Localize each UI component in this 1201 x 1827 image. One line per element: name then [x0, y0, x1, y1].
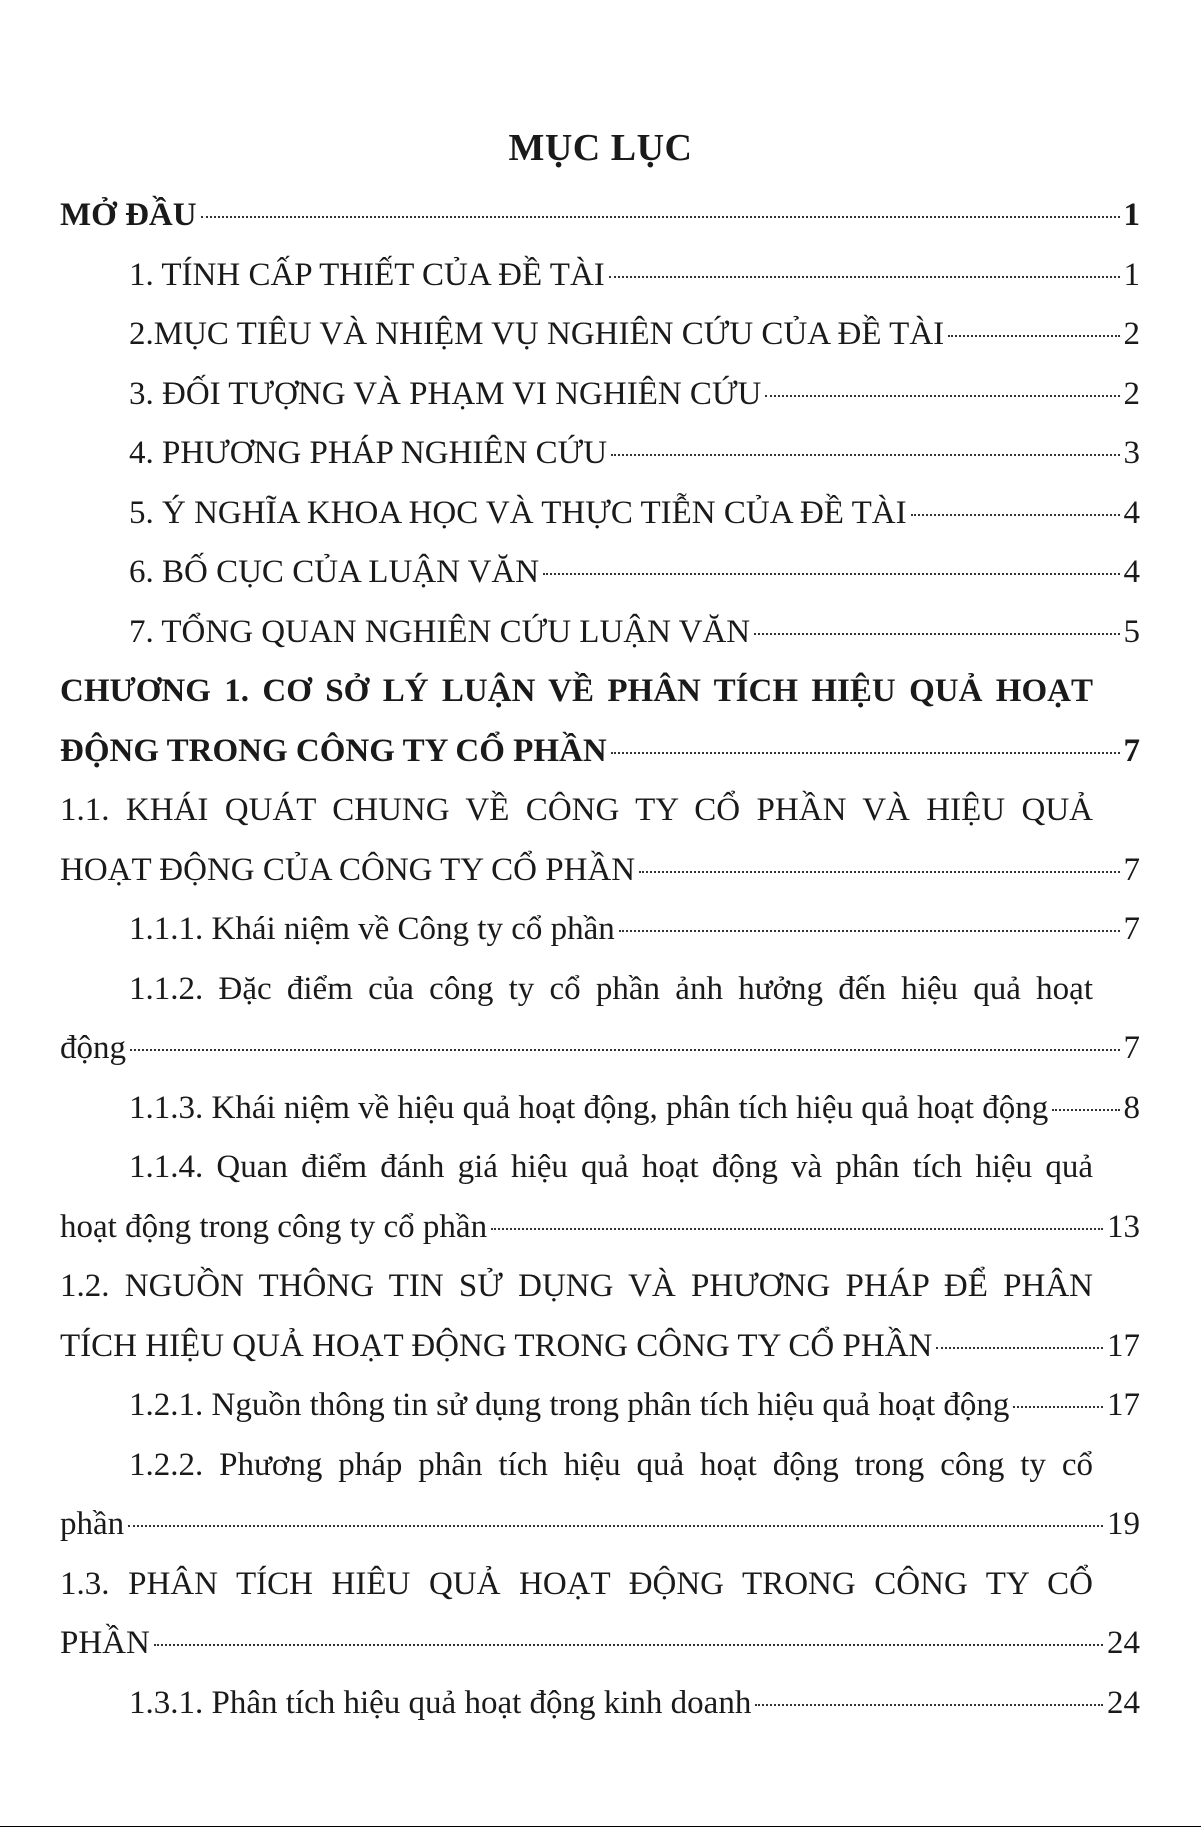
toc-entry-text: HOẠT ĐỘNG CỦA CÔNG TY CỔ PHẦN [60, 851, 636, 888]
toc-entry[interactable] [60, 900, 1140, 960]
toc-entry[interactable] [60, 424, 1140, 484]
toc-entry-page: 1 [1123, 197, 1140, 233]
toc-entry-text: phần [60, 1506, 125, 1542]
toc-entry-text: PHẦN [60, 1625, 150, 1661]
toc-entry[interactable] [60, 1555, 1140, 1674]
toc-entry[interactable] [60, 1436, 1140, 1555]
toc-entry-page: 5 [1123, 613, 1140, 650]
toc-entry[interactable] [60, 662, 1140, 781]
toc-entry-page: 4 [1123, 554, 1140, 590]
toc-entry-text-line1: 1.1.4. Quan điểm đánh giá hiệu quả hoạt động và phân tích hiệu quả [129, 1149, 1093, 1185]
toc-entry[interactable] [60, 305, 1140, 365]
dot-leader [154, 1644, 1103, 1646]
toc-entry-page: 3 [1123, 435, 1140, 471]
toc-entry-text: 1.1.1. Khái niệm về Công ty cổ phần [129, 911, 615, 947]
toc-entry-page: 7 [1123, 1030, 1140, 1066]
toc-entry-text: ĐỘNG TRONG CÔNG TY CỔ PHẦN [60, 732, 607, 769]
toc-entry-page: 24 [1107, 1684, 1140, 1721]
toc-entry-page: 17 [1107, 1387, 1140, 1423]
toc-entry[interactable] [60, 960, 1140, 1079]
dot-leader [543, 573, 1119, 575]
toc-entry[interactable] [60, 603, 1140, 663]
toc-entry-page: 4 [1123, 494, 1140, 531]
toc-entry-text: MỞ ĐẦU [60, 197, 197, 233]
toc-entry[interactable] [60, 365, 1140, 425]
dot-leader [1013, 1406, 1103, 1408]
toc-entry[interactable] [60, 186, 1140, 246]
dot-leader [611, 752, 1120, 754]
dot-leader [611, 454, 1119, 456]
toc-entry-text: 7. TỔNG QUAN NGHIÊN CỨU LUẬN VĂN [129, 613, 751, 650]
toc-entry-text: 1.3.1. Phân tích hiệu quả hoạt động kinh doanh [129, 1684, 752, 1721]
toc-entry-page: 13 [1107, 1208, 1140, 1245]
toc-entry-page: 1 [1123, 256, 1140, 293]
dot-leader [609, 276, 1120, 278]
toc-entry-text: 1.1.3. Khái niệm về hiệu quả hoạt động, phân tích hiệu quả hoạt động [129, 1089, 1049, 1126]
toc-entry[interactable] [60, 543, 1140, 603]
dot-leader [491, 1228, 1103, 1230]
dot-leader [755, 1704, 1103, 1706]
toc-entry[interactable] [60, 1257, 1140, 1376]
toc-entry-page: 8 [1123, 1089, 1140, 1126]
toc-entry-page: 2 [1123, 316, 1140, 352]
toc-entry-text: 2.MỤC TIÊU VÀ NHIỆM VỤ NGHIÊN CỨU CỦA ĐỀ TÀI [129, 316, 945, 352]
toc-entry[interactable] [60, 1674, 1140, 1734]
toc-entry-text: 1.2.1. Nguồn thông tin sử dụng trong phân tích hiệu quả hoạt động [129, 1387, 1010, 1423]
toc-entry-text-line1: 1.1.2. Đặc điểm của công ty cổ phần ảnh hưởng đến hiệu quả hoạt [129, 970, 1093, 1007]
toc-entry[interactable] [60, 246, 1140, 306]
toc-entry-text: 3. ĐỐI TƯỢNG VÀ PHẠM VI NGHIÊN CỨU [129, 375, 762, 412]
toc-entry-page: 7 [1123, 851, 1140, 888]
toc-entry-text: 5. Ý NGHĨA KHOA HỌC VÀ THỰC TIỄN CỦA ĐỀ TÀI [129, 494, 907, 531]
toc-entry[interactable] [60, 484, 1140, 544]
toc-title: MỤC LỤC [508, 127, 693, 169]
dot-leader [948, 335, 1119, 337]
toc-entry[interactable] [60, 1376, 1140, 1436]
dot-leader [1052, 1109, 1119, 1111]
toc-entry-text: 4. PHƯƠNG PHÁP NGHIÊN CỨU [129, 435, 608, 471]
dot-leader [936, 1347, 1103, 1349]
toc-entry-page: 24 [1107, 1625, 1140, 1661]
toc-entry-text-line1: CHƯƠNG 1. CƠ SỞ LÝ LUẬN VỀ PHÂN TÍCH HIỆU QUẢ HOẠT [60, 673, 1093, 709]
dot-leader [201, 216, 1120, 218]
dot-leader [128, 1525, 1103, 1527]
dot-leader [765, 395, 1119, 397]
toc-entry-text: 1. TÍNH CẤP THIẾT CỦA ĐỀ TÀI [129, 256, 605, 293]
dot-leader [639, 871, 1119, 873]
toc-entry-page: 19 [1107, 1506, 1140, 1542]
toc-entry-text-line1: 1.2.2. Phương pháp phân tích hiệu quả hoạt động trong công ty cổ [129, 1446, 1093, 1483]
toc-entry[interactable] [60, 1079, 1140, 1139]
toc-list [60, 186, 1140, 1733]
toc-entry-page: 17 [1107, 1327, 1140, 1364]
toc-entry-text: 6. BỐ CỤC CỦA LUẬN VĂN [129, 554, 540, 590]
toc-entry-page: 7 [1123, 911, 1140, 947]
toc-entry-text-line1: 1.2. NGUỒN THÔNG TIN SỬ DỤNG VÀ PHƯƠNG PHÁP ĐỂ PHÂN [60, 1268, 1093, 1304]
dot-leader [130, 1049, 1120, 1051]
toc-entry-text: động [60, 1030, 126, 1066]
dot-leader [619, 930, 1120, 932]
toc-entry[interactable] [60, 1138, 1140, 1257]
toc-entry-text-line1: 1.1. KHÁI QUÁT CHUNG VỀ CÔNG TY CỔ PHẦN VÀ HIỆU QUẢ [60, 792, 1093, 828]
toc-entry-text: TÍCH HIỆU QUẢ HOẠT ĐỘNG TRONG CÔNG TY CỔ PHẦN [60, 1327, 933, 1364]
toc-entry-text-line1: 1.3. PHÂN TÍCH HIÊU QUẢ HOẠT ĐỘNG TRONG CÔNG TY CỔ [60, 1565, 1093, 1602]
dot-leader [754, 633, 1119, 635]
toc-entry[interactable] [60, 781, 1140, 900]
toc-entry-page: 2 [1123, 375, 1140, 412]
toc-entry-page: 7 [1123, 732, 1140, 769]
toc-entry-text: hoạt động trong công ty cổ phần [60, 1208, 488, 1245]
dot-leader [911, 514, 1120, 516]
